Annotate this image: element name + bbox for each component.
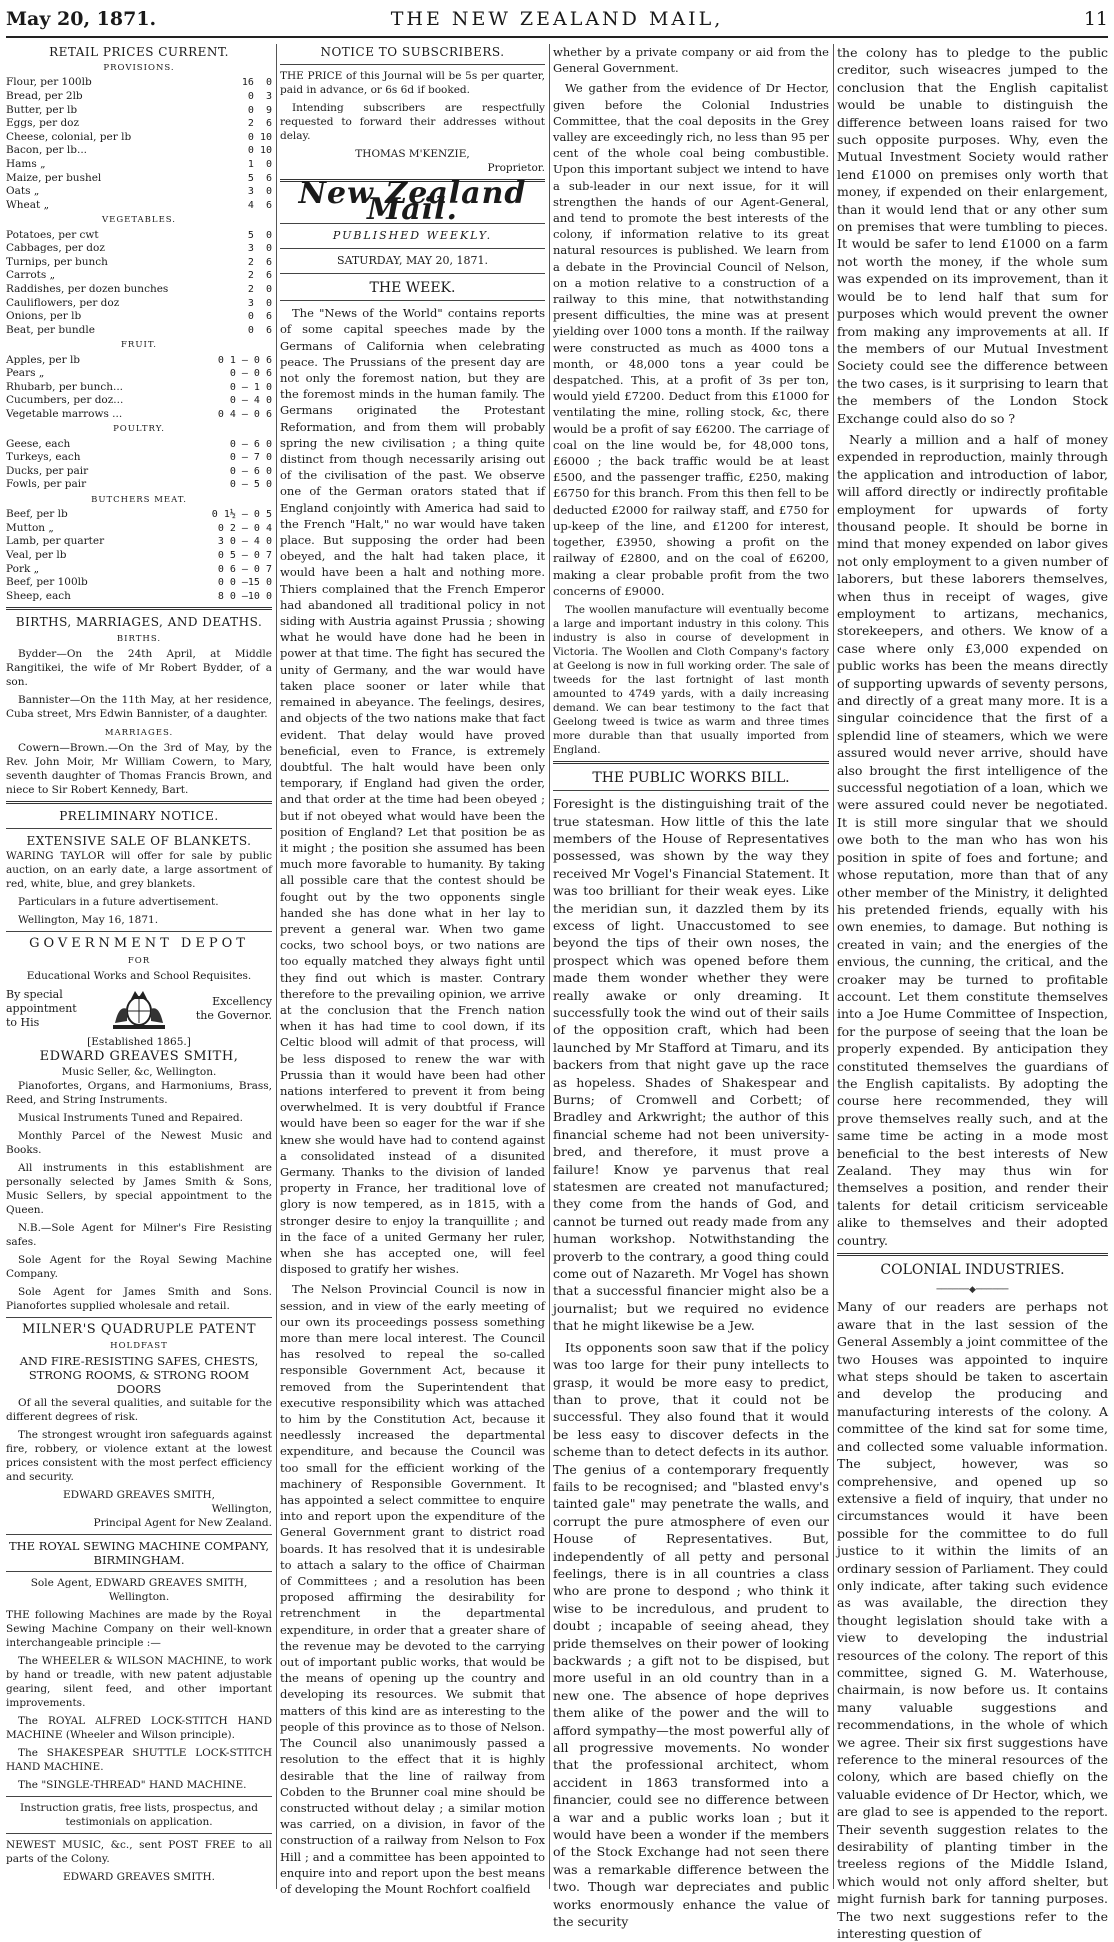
govt-depot-title: GOVERNMENT DEPOT: [29, 936, 249, 952]
price-value: 4 6: [247, 199, 272, 211]
column-1: [6, 44, 272, 1889]
price-row: [6, 354, 272, 368]
price-item: Potatoes, per cwt: [6, 228, 99, 241]
price-value: 0 1 — 0 6: [217, 354, 272, 366]
price-item: Pork „: [6, 562, 40, 575]
price-row: [6, 117, 272, 131]
marriage-notice: Cowern—Brown.—On the 3rd of May, by the Rev. John Moir, Mr William Cowern, to Mary, seventh daughter of Thomas Francis Brown, and niece to Sir Robert Kennedy, Bart.: [6, 742, 272, 797]
price-value: 0 4 — 0 6: [217, 408, 272, 420]
births-label: BIRTHS.: [116, 633, 162, 644]
royal-agent: Sole Agent, EDWARD GREAVES SMITH, Wellington.: [30, 1577, 248, 1604]
price-item: Beat, per bundle: [6, 323, 95, 336]
price-value: 0 10: [247, 145, 272, 157]
prices-title: RETAIL PRICES CURRENT.: [49, 45, 229, 59]
column-2: [280, 44, 545, 1896]
price-row: [6, 310, 272, 324]
price-value: 0 0 —15 0: [217, 577, 272, 589]
notice-text: Intending subscribers are respectfully requested to forward their addresses without delay.: [280, 102, 545, 143]
royal-crest-icon: [109, 987, 169, 1031]
price-item: Apples, per lb: [6, 353, 81, 366]
price-value: 0 — 1 0: [229, 381, 272, 393]
price-row: [6, 465, 272, 479]
public-works-continued: the colony has to pledge to the public creditor, such wiseacres jumped to the conclusion that the English capitalist would be unable to distinguish the difference between loans raised for two such opposite purposes. Why, even the Mutual Investment Society would rather lend £1000 on premises only worth that money, if expended on their enlargement, than it would lend that or any other sum on premises that were tumbling to pieces. It would be safer to lend £1000 on a farm not worth the money, if the whole sum was expended on its improvement, than it would be to lend half that sum for purposes which would prevent the owner from making any improvements at all. If the members of our Mutual Investment Society could see the difference between the two cases, is it surprising to learn that the members of the London Stock Exchange could also do so ?: [837, 45, 1108, 426]
public-works-title: THE PUBLIC WORKS BILL.: [592, 769, 790, 786]
egs-ad-text: All instruments in this establishment are personally selected by James Smith & Sons, Music Sellers, by special appointment to the Queen.: [6, 1162, 272, 1217]
price-value: 0 3: [247, 91, 272, 102]
price-item: Bacon, per lb...: [6, 144, 88, 157]
price-value: 2 6: [247, 118, 272, 130]
price-value: 0 9: [247, 104, 272, 116]
royal-title: THE ROYAL SEWING MACHINE COMPANY, BIRMINGHAM.: [8, 1539, 270, 1568]
royal-instruction: Instruction gratis, free lists, prospectus, and testimonials on application.: [20, 1802, 258, 1829]
price-value: 0 — 6 0: [229, 465, 272, 477]
price-item: Veal, per lb: [6, 549, 67, 562]
article-paragraph: whether by a private company or aid from the General Government.: [553, 45, 829, 76]
price-item: Carrots „: [6, 269, 56, 282]
price-section-label: POULTRY.: [113, 424, 165, 435]
price-value: 16 0: [241, 77, 272, 89]
column-4: [837, 44, 1108, 1942]
price-section-label: VEGETABLES.: [102, 215, 176, 226]
price-row: [6, 535, 272, 549]
price-item: Turnips, per bunch: [6, 255, 108, 268]
blankets-title: EXTENSIVE SALE OF BLANKETS.: [26, 834, 252, 849]
govt-depot-sub: Educational Works and School Requisites.: [26, 969, 252, 982]
price-item: Fowls, per pair: [6, 478, 87, 491]
price-value: 0 — 4 0: [229, 395, 272, 407]
price-item: Raddishes, per dozen bunches: [6, 282, 169, 295]
price-value: 0 — 0 6: [229, 368, 272, 380]
price-row: [6, 549, 272, 563]
price-item: Vegetable marrows ...: [6, 407, 123, 420]
column-3: [553, 44, 829, 1930]
price-value: 1 0: [247, 158, 272, 170]
paper-title: New Zealand Mail.: [298, 176, 527, 228]
public-works-paragraph: Foresight is the distinguishing trait of the true statesman. How little of this the late members of the House of Representatives possessed, was shown by the way they received Mr Vogel's Financial Statement. It was too brilliant for their weak eyes. Like the meridian sun, it dazzled them by its excess of light. Unaccustomed to see beyond the tips of their own noses, the prospect which was opened before them made them wonder whether they were really awake or only dreaming. It successfully took the wind out of their sails of the opposition craft, which had been launched by Mr Stafford at Timaru, and its backers from that night gave up the race as hopeless. Shades of Shakespear and Burns; of Cromwell and Corbett; of Bradley and Arkwright; the author of this financial scheme had not been university-bred, and therefore, it must prove a failure! Know ye parvenus that real statesmen are created not manufactured; they come from the hands of God, and cannot be turned out ready made from any human workshop. Notwithstanding the proverb to the contrary, a good thing could come out of Nazareth. Mr Vogel has shown that a successful financier might also be a journalist; but we required no evidence that he might likewise be a Jew.: [553, 796, 829, 1334]
published-weekly: PUBLISHED WEEKLY.: [332, 228, 493, 242]
price-row: [6, 451, 272, 465]
egs-sub: Music Seller, &c, Wellington.: [61, 1066, 217, 1079]
royal-appointment: [6, 987, 272, 1031]
week-title: THE WEEK.: [369, 280, 456, 297]
price-value: 0 6: [247, 311, 272, 323]
birth-notice: Bydder—On the 24th April, at Middle Rangitikei, the wife of Mr Robert Bydder, of a son.: [6, 647, 272, 688]
price-item: Onions, per lb: [6, 310, 82, 323]
column-divider: [833, 44, 834, 1889]
marriages-label: MARRIAGES.: [104, 727, 174, 738]
price-value: 3 0: [247, 243, 272, 255]
page-number: 11: [1083, 8, 1108, 30]
price-row: [6, 158, 272, 172]
price-value: 0 2 — 0 4: [217, 522, 272, 534]
price-item: Wheat „: [6, 198, 50, 211]
price-item: Cabbages, per doz: [6, 242, 105, 255]
column-divider: [276, 44, 277, 1889]
price-item: Ducks, per pair: [6, 464, 89, 477]
price-item: Mutton „: [6, 521, 54, 534]
milner-text: The strongest wrought iron safeguards against fire, robbery, or violence extant at the lowest prices consistent with the most perfect efficiency and security.: [6, 1429, 272, 1484]
price-item: Cauliflowers, per doz: [6, 296, 120, 309]
price-item: Flour, per 100lb: [6, 76, 92, 89]
milner-holdfast: HOLDFAST: [110, 1341, 168, 1352]
milner-title: MILNER'S QUADRUPLE PATENT: [21, 1322, 257, 1338]
egs-ad-text: Monthly Parcel of the Newest Music and Books.: [6, 1130, 272, 1157]
price-item: Sheep, each: [6, 589, 71, 602]
notice-title: NOTICE TO SUBSCRIBERS.: [320, 45, 505, 59]
notice-sign2: Proprietor.: [487, 162, 545, 175]
public-works-continued: Nearly a million and a half of money expended in reproduction, mainly through the application and introduction of labor, will afford directly or indirectly profitable employment for upwards of forty thousand people. It should be borne in mind that money expended on labor gives not only employment to a given number of laborers, but these laborers themselves, when thus in receipt of wages, give employment to artizans, mechanics, storekeepers, and others. We know of a case where only £3,000 expended on public works has been the means directly of supporting upwards of seventy persons, and directly of a great many more. It is a singular coincidence that the first of a splendid line of steamers, which we were assured would never arrive, should have also brought the first intelligence of the successful negotiation of a loan, which we were assured could never be negotiated. It is still more singular that we should owe both to the man who has won his position in spite of foes and fortune; and whose reputation, more than that of any other member of the Ministry, it delighted his pretended friends, equally with his own enemies, to damage. But nothing is created in vain; and the energies of the envious, the cunning, the critical, and the croaker may be turned to profitable account. Let them constitute themselves into a Joe Hume Committee of Inspection, for the purpose of seeing that the loan be properly expended. By anticipation they constituted themselves the guardians of the English capitalists. By adopting the course here recommended, they will prove themselves really such, and at the same time be acting in a mode most beneficial to the best interests of New Zealand. They may thus win for themselves a position, and render their talents for detail criticism serviceable alike to themselves and their adopted country.: [837, 431, 1108, 1248]
milner-sign: EDWARD GREAVES SMITH,: [63, 1489, 215, 1502]
public-works-paragraph: Its opponents soon saw that if the policy was too large for their puny intellects to grasp, it would be more easy to predict, than to prove, that it could not be successful. They also found that it would be less easy to discover defects in the scheme than to detect defects in its author. The genius of a contemporary frequently fails to be recognised; and "blasted envy's tainted gale" may penetrate the walls, and corrupt the pure atmosphere of even our House of Representatives. But, independently of all petty and personal feelings, there is in all countries a class who are prone to despond ; who think it wise to be incredulous, and prudent to doubt ; incapable of seeing ahead, they pride themselves on their power of looking backwards ; a gift not to be dispised, but more useful in an old country than in a new one. The absence of hope deprives them alike of the power and the will to afford sympathy—the most powerful ally of all progressive movements. No wonder that the professional architect, whom accident in 1863 transformed into a financier, could see no difference between a war and a public works loan ; but it would have been a wonder if the members of the Stock Exchange had not seen there was a remarkable difference between the two. Though war depreciates and public works enormously enhance the value of the security: [553, 1339, 829, 1930]
week-paragraph: The "News of the World" contains reports of some capital speeches made by the Germans of California when celebrating peace. The Prussians of the present day are not only the foremost nation, but they are the foremost minds in the human family. The Germans originated the Protestant Reformation, and from them will probably spring the new civilisation ; a thing quite distinct from though necessarily arising out of the civilisation of the past. We observe one of the German orators stated that if England conjointly with America had said to the French "Halt," no war would have taken place. But supposing the order had been obeyed, and the halt had taken place, it would have been a halt and nothing more. Thiers complained that the French Emperor had abandoned all traditional policy in not siding with Austria against Prussia ; showing what he would have done had he been in power at that time. The fight has secured the unity of Germany, and the war would have taken place sooner or later while that remained in abeyance. The feelings, desires, and objects of the two nations make that fact evident. That delay would have proved beneficial, even to France, is extremely doubtful. The halt would have been only temporary, if England had given the order, and that order at the time had been obeyed ; but if not obeyed what would have been the position of England? Let that position be as it might ; the position she assumed has been much more favorable to humanity. By taking all possible care that the contest should be fought out by the two opponents single handed she has done what in her lay to prevent a general war. When two game cocks, two school boys, or two nations are too equally matched they always fight until they find out which is master. Contrary therefore to the prevailing opinion, we arrive at the conclusion that the French nation when it has had time to cool down, if its Celtic blood will admit of that process, will be less disposed to renew the war with Prussia than it would have been had other nations interfered to prevent it from being overwhelmed. It is very doubtful if France would have been so eager for the war if she knew she would have had to contend against a consolidated instead of a disunited Germany. Thanks to the division of landed property in France, her traditional love of glory is now tempered, as in 1815, with a stronger desire to enjoy la tranquillite ; and in the face of a united Germany her ruler, when she has accepted one, will feel disposed to gratify her wishes.: [280, 306, 545, 1277]
price-value: 2 6: [247, 256, 272, 268]
price-value: 3 0 — 4 0: [217, 536, 272, 548]
price-row: [6, 576, 272, 590]
newest-sign: EDWARD GREAVES SMITH.: [63, 1871, 215, 1884]
newspaper-name: THE NEW ZEALAND MAIL,: [390, 8, 724, 30]
price-row: [6, 172, 272, 186]
price-section-label: BUTCHERS MEAT.: [91, 495, 187, 506]
royal-text: The ROYAL ALFRED LOCK-STITCH HAND MACHINE (Wheeler and Wilson principle).: [6, 1715, 272, 1742]
price-section-label: FRUIT.: [121, 340, 157, 351]
price-value: 3 0: [247, 297, 272, 309]
price-row: [6, 367, 272, 381]
govt-for: FOR: [127, 955, 151, 966]
price-row: [6, 324, 272, 338]
price-item: Beef, per 100lb: [6, 576, 88, 589]
ornament-divider: ──────◆──────: [936, 1285, 1009, 1296]
price-item: Geese, each: [6, 437, 71, 450]
notice-text: THE PRICE of this Journal will be 5s per quarter, paid in advance, or 6s 6d if booked.: [280, 70, 545, 97]
price-row: [6, 522, 272, 536]
price-row: [6, 394, 272, 408]
birth-notice: Bannister—On the 11th May, at her residence, Cuba street, Mrs Edwin Bannister, of a daughter.: [6, 693, 272, 720]
egs-ad-text: Pianofortes, Organs, and Harmoniums, Brass, Reed, and String Instruments.: [6, 1080, 272, 1107]
price-row: [6, 199, 272, 213]
milner-sign2: Wellington,: [211, 1503, 272, 1516]
price-row: [6, 76, 272, 90]
royal-text: The WHEELER & WILSON MACHINE, to work by hand or treadle, with new patent adjustable gearing, silent feed, and other important improvements.: [6, 1655, 272, 1710]
price-row: [6, 185, 272, 199]
egs-ad-text: Sole Agent for the Royal Sewing Machine Company.: [6, 1254, 272, 1281]
royal-text: The SHAKESPEAR SHUTTLE LOCK-STITCH HAND MACHINE.: [6, 1747, 272, 1774]
price-item: Beef, per lb: [6, 508, 68, 521]
price-item: Cheese, colonial, per lb: [6, 130, 132, 143]
price-row: [6, 242, 272, 256]
blankets-date: Wellington, May 16, 1871.: [18, 914, 159, 927]
price-value: 2 0: [247, 283, 272, 295]
prelim-notice-title: PRELIMINARY NOTICE.: [59, 809, 219, 824]
price-row: [6, 104, 272, 118]
price-item: Eggs, per doz: [6, 117, 80, 130]
appointment-left: By special appointment to His: [6, 987, 77, 1029]
price-value: 0 10: [247, 131, 272, 143]
column-divider: [549, 44, 550, 1889]
colonial-industries-paragraph: Many of our readers are perhaps not aware that in the last session of the General Assembly a joint committee of the two Houses was appointed to inquire what steps should be taken to ascertain and develop the producing and manufacturing interests of the colony. A committee of the kind sat for some time, and collected some valuable information. The subject, however, was so comprehensive, and opened up so extensive a field of inquiry, that under no circumstances would it have been possible for the committee to do full justice to it within the limits of an ordinary session of Parliament. They could only indicate, after taking such evidence as was available, the direction they thought legislation should take with a view to developing the industrial resources of the colony. The report of this committee, signed G. M. Waterhouse, chairmain, is now before us. It contains many valuable suggestions and recommendations, in the whole of which we agree. Their six first suggestions have reference to the mineral resources of the colony, which are based chiefly on the valuable evidence of Dr Hector, which, we are glad to see is appended to the report. Their seventh suggestion relates to the desirability of planting timber in the treeless regions of the Middle Island, which would not only afford shelter, but might furnish bark for tanning purposes. The two next suggestions refer to the interesting question of: [837, 1299, 1108, 1942]
price-value: 0 — 7 0: [229, 452, 272, 464]
price-value: 0 6 — 0 7: [217, 563, 272, 575]
price-item: Butter, per lb: [6, 103, 78, 116]
price-row: [6, 90, 272, 104]
price-value: 0 6: [247, 324, 272, 336]
masthead: [6, 8, 1108, 38]
price-row: [6, 381, 272, 395]
price-section-label: PROVISIONS.: [103, 63, 175, 74]
notice-sign: THOMAS M'KENZIE,: [355, 148, 470, 161]
price-item: Turkeys, each: [6, 451, 81, 464]
price-row: [6, 478, 272, 492]
price-item: Hams „: [6, 157, 46, 170]
price-item: Rhubarb, per bunch...: [6, 380, 124, 393]
blankets-text: WARING TAYLOR will offer for sale by public auction, on an early date, a large assortment of red, white, blue, and grey blankets.: [6, 850, 272, 891]
price-value: 2 6: [247, 270, 272, 282]
price-row: [6, 438, 272, 452]
price-row: [6, 297, 272, 311]
price-list: [6, 60, 272, 603]
price-value: 5 6: [247, 172, 272, 184]
price-row: [6, 508, 272, 522]
appointment-right: Excellency the Governor.: [195, 994, 272, 1022]
price-value: 0 1½ — 0 5: [211, 509, 272, 521]
price-row: [6, 256, 272, 270]
egs-ad-text: Sole Agent for James Smith and Sons. Pianofortes supplied wholesale and retail.: [6, 1286, 272, 1313]
royal-text: THE following Machines are made by the Royal Sewing Machine Company on their well-known interchangeable principle :—: [6, 1609, 272, 1650]
established: [Established 1865.]: [87, 1035, 191, 1048]
price-value: 8 0 —10 0: [217, 590, 272, 602]
price-item: Oats „: [6, 185, 40, 198]
issue-date-line: SATURDAY, MAY 20, 1871.: [337, 253, 488, 267]
egs-ad-text: N.B.—Sole Agent for Milner's Fire Resisting safes.: [6, 1222, 272, 1249]
colonial-industries-title: COLONIAL INDUSTRIES.: [880, 1262, 1065, 1279]
price-row: [6, 408, 272, 422]
price-value: 0 5 — 0 7: [217, 550, 272, 562]
milner-text: Of all the several qualities, and suitable for the different degrees of risk.: [6, 1397, 272, 1424]
milner-sign3: Principal Agent for New Zealand.: [93, 1517, 272, 1530]
bmd-title: BIRTHS, MARRIAGES, AND DEATHS.: [15, 615, 263, 630]
price-item: Cucumbers, per doz...: [6, 394, 124, 407]
article-paragraph: We gather from the evidence of Dr Hector, given before the Colonial Industries Committee, that the coal deposits in the Grey valley are exceedingly rich, no less than 95 per cent of the whole coal being combustible. Upon this important subject we intend to have a sub-leader in our next issue, for it will strengthen the hands of our Agent-General, and tend to promote the best interests of the colony, if information relative to its great natural resources is published. We learn from a debate in the Provincial Council of Nelson, on a motion relative to a construction of a railway to this mine, that notwithstanding present difficulties, the mine was at present yielding over 1000 tons a month. If the railway were constructed as much as 4000 tons a month, or 48,000 tons a year could be despatched. This, at a profit of 3s per ton, would yield £7200. Deduct from this £1000 for ventilating the mine, rolling stock, &c, there would be a profit of say £6200. The carriage of coal on the line would be, for 48,000 tons, £6000 ; the back traffic would be at least £500, and the passenger traffic, £250, making £6750 for this branch. From this then fell to be deducted £2000 for railway staff, and £750 for up-keep of the line, and £1200 for interest, together, £3950, showing a profit on the railway of £2800, and on the coal of £6200, making a clear probable profit from the two concerns of £9000.: [553, 81, 829, 598]
price-row: [6, 283, 272, 297]
price-item: Bread, per 2lb: [6, 90, 83, 102]
price-item: Lamb, per quarter: [6, 535, 105, 548]
price-value: 0 — 5 0: [229, 479, 272, 491]
egs-name: EDWARD GREAVES SMITH,: [39, 1048, 239, 1064]
issue-date: May 20, 1871.: [6, 8, 157, 30]
paper-title-block: [280, 176, 545, 269]
price-value: 5 0: [247, 229, 272, 241]
price-value: 3 0: [247, 186, 272, 198]
milner-sub: AND FIRE-RESISTING SAFES, CHESTS, STRONG ROOMS, & STRONG ROOM DOORS: [19, 1354, 259, 1397]
price-row: [6, 144, 272, 158]
price-row: [6, 269, 272, 283]
price-row: [6, 563, 272, 577]
article-paragraph: The woollen manufacture will eventually become a large and important industry in this colony. This industry is also in course of development in Victoria. The Woollen and Cloth Company's factory at Geelong is now in full working order. The sale of tweeds for the last fortnight of last month amounted to 4749 yards, with a daily increasing demand. We can bear testimony to the fact that Geelong tweed is twice as warm and three times more durable than that usually imported from England.: [553, 603, 829, 756]
price-item: Maize, per bushel: [6, 171, 102, 184]
egs-ad-text: Musical Instruments Tuned and Repaired.: [18, 1112, 243, 1125]
royal-text: The "SINGLE-THREAD" HAND MACHINE.: [18, 1779, 247, 1792]
price-row: [6, 229, 272, 243]
price-item: Pears „: [6, 367, 45, 380]
blankets-particulars: Particulars in a future advertisement.: [18, 896, 219, 909]
price-row: [6, 131, 272, 145]
newest-music: NEWEST MUSIC, &c., sent POST FREE to all parts of the Colony.: [6, 1839, 272, 1866]
week-paragraph: The Nelson Provincial Council is now in session, and in view of the early meeting of our own its proceedings possess something more than mere local interest. The Council has resolved to repeal the so-called responsible Government Act, because it removed from the Superintendent that executive responsibility which was attached to him by the Constitution Act, because it needlessly increased the departmental expenditure, and because the Council was too small for the efficient working of the machinery of Responsible Government. It has appointed a select committee to enquire into and report upon the expenditure of the General Government grant to district road boards. It has resolved that it is undesirable to attach a salary to the office of Chairman of Committees ; and a resolution has been proposed affirming the desirability for retrenchment in the departmental expenditure, in order that a greater share of the revenue may be devoted to the carrying out of important public works, that would be the means of opening up the country and developing its resources. We submit that matters of this kind are as interesting to the people of this province as to those of Nelson. The Council also unanimously passed a resolution to the effect that it is highly desirable that the line of railway from Cobden to the Brunner coal mine should be constructed without delay ; a similar motion was carried, on a division, in favor of the construction of a railway from Nelson to Fox Hill ; and a committee has been appointed to enquire into and report upon the best means of developing the Mount Rochfort coalfield: [280, 1282, 545, 1896]
price-row: [6, 590, 272, 604]
price-value: 0 — 6 0: [229, 438, 272, 450]
